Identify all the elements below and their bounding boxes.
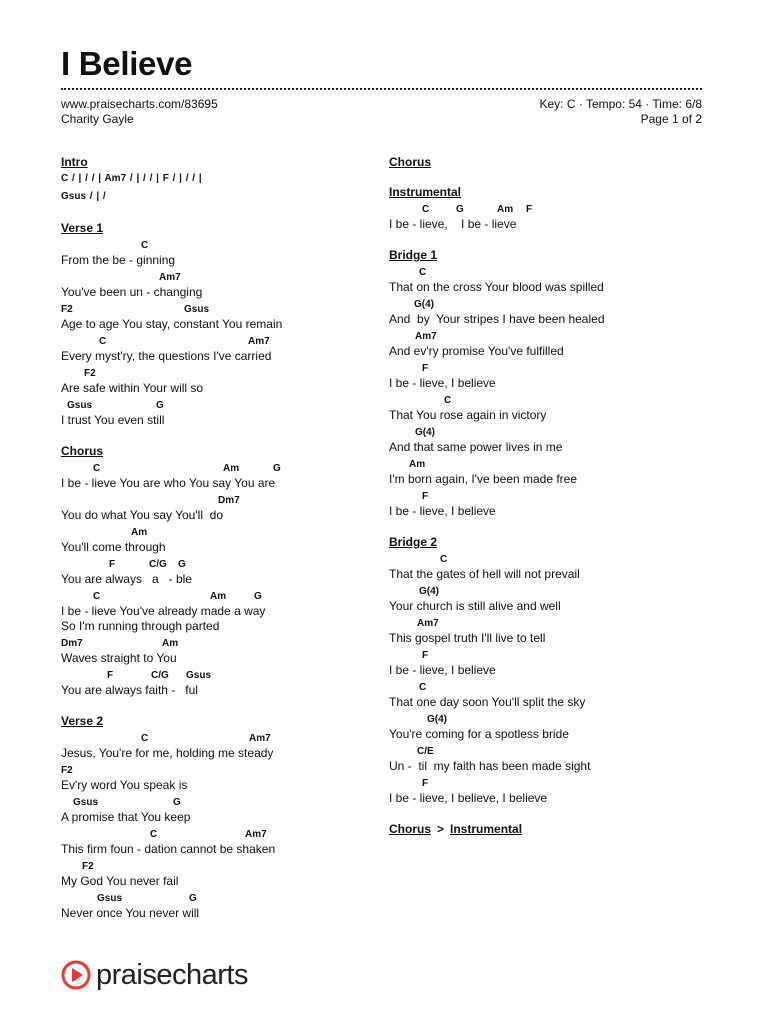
chord: C bbox=[440, 554, 448, 565]
section-heading: Bridge 2 bbox=[389, 535, 438, 549]
chord-row bbox=[389, 550, 719, 567]
lyric-line: This firm foun - dation cannot be shaken bbox=[61, 842, 276, 856]
lyric-line: That one day soon You'll split the sky bbox=[389, 695, 586, 709]
praisecharts-logo[interactable] bbox=[61, 958, 248, 992]
chord: G bbox=[173, 797, 181, 808]
chord-row bbox=[389, 263, 719, 280]
source-url[interactable]: www.praisecharts.com/83695 bbox=[61, 97, 218, 111]
section-intro bbox=[61, 155, 361, 205]
chord-row bbox=[389, 327, 719, 344]
chord: C bbox=[93, 463, 101, 474]
section-heading: Bridge 1 bbox=[389, 248, 438, 262]
chord: F2 bbox=[82, 861, 94, 872]
chord: Gsus bbox=[67, 400, 93, 411]
lyric-line: My God You never fail bbox=[61, 874, 179, 888]
chord-row bbox=[61, 825, 361, 842]
section-heading: Verse 2 bbox=[61, 714, 104, 728]
chord-row bbox=[61, 300, 361, 317]
sequence-instrumental: Instrumental bbox=[450, 822, 523, 836]
chord: C bbox=[419, 682, 427, 693]
chord: C bbox=[419, 267, 427, 278]
lyric-line: And by Your stripes I have been healed bbox=[389, 312, 605, 326]
lyric-line: Ev'ry word You speak is bbox=[61, 778, 188, 792]
chord: F bbox=[422, 363, 429, 374]
lyric-line: I trust You even still bbox=[61, 413, 165, 427]
lyric-line: Age to age You stay, constant You remain bbox=[61, 317, 283, 331]
section-heading: Intro bbox=[61, 155, 88, 169]
chord: C bbox=[150, 829, 158, 840]
lyric-line: You do what You say You'll do bbox=[61, 508, 223, 522]
lyric-line: And ev'ry promise You've fulfilled bbox=[389, 344, 564, 358]
section-heading: Verse 1 bbox=[61, 221, 104, 235]
section-heading: Instrumental bbox=[389, 185, 462, 199]
play-icon bbox=[61, 960, 91, 990]
chord: F2 bbox=[61, 304, 73, 315]
chord-row bbox=[61, 459, 361, 476]
lyric-line: I be - lieve, I be - lieve bbox=[389, 217, 517, 231]
chord: G bbox=[189, 893, 197, 904]
chord-row bbox=[61, 491, 361, 508]
lyric-line: That on the cross Your blood was spilled bbox=[389, 280, 604, 294]
sequence-chorus: Chorus bbox=[389, 822, 431, 836]
lyric-line: Un - til my faith has been made sight bbox=[389, 759, 591, 773]
chord-row bbox=[389, 391, 719, 408]
chord: G bbox=[254, 591, 262, 602]
chord: Gsus bbox=[184, 304, 210, 315]
chord-row bbox=[389, 200, 719, 217]
chord: C/G bbox=[149, 559, 167, 570]
lyric-line: I be - lieve You are who You say You are bbox=[61, 476, 276, 490]
sequence-arrow: > bbox=[437, 822, 445, 836]
song-section bbox=[389, 248, 719, 519]
chord: Am7 bbox=[417, 618, 439, 629]
lyric-line: Jesus, You're for me, holding me steady bbox=[61, 746, 274, 760]
chord-row bbox=[61, 555, 361, 572]
lyric-line: Waves straight to You bbox=[61, 651, 177, 665]
dotted-divider bbox=[61, 88, 702, 90]
chord: Dm7 bbox=[61, 638, 83, 649]
chord: Gsus bbox=[186, 670, 212, 681]
chord: C bbox=[93, 591, 101, 602]
chord-row bbox=[61, 523, 361, 540]
chord-row bbox=[389, 487, 719, 504]
intro-chord-sequence-2: Gsus / | / bbox=[61, 191, 106, 202]
chord-row bbox=[389, 742, 719, 759]
lyric-line: This gospel truth I'll live to tell bbox=[389, 631, 546, 645]
chord-row bbox=[61, 364, 361, 381]
lyric-line: I be - lieve, I believe, I believe bbox=[389, 791, 548, 805]
chord: Am bbox=[409, 459, 426, 470]
chord: Gsus bbox=[97, 893, 123, 904]
chord: F bbox=[422, 778, 429, 789]
chord: G bbox=[156, 400, 164, 411]
chord: Am bbox=[131, 527, 148, 538]
chord-row bbox=[389, 582, 719, 599]
chord-row bbox=[61, 236, 361, 253]
lyric-line: You are always faith - ful bbox=[61, 683, 198, 697]
chord: G bbox=[178, 559, 186, 570]
chord: F2 bbox=[61, 765, 73, 776]
ending-sequence bbox=[389, 822, 719, 836]
chord: Gsus bbox=[73, 797, 99, 808]
lyric-line: Every myst'ry, the questions I've carried bbox=[61, 349, 272, 363]
lyric-line: Never once You never will bbox=[61, 906, 200, 920]
chord: Am7 bbox=[415, 331, 437, 342]
chord-row bbox=[61, 396, 361, 413]
chord: Am7 bbox=[249, 733, 271, 744]
chord: G(4) bbox=[414, 299, 434, 310]
chord-row bbox=[61, 761, 361, 778]
chord: Am bbox=[162, 638, 179, 649]
chord: C bbox=[99, 336, 107, 347]
section-heading: Chorus bbox=[61, 444, 103, 458]
chord: Dm7 bbox=[218, 495, 240, 506]
song-section bbox=[61, 714, 361, 921]
lyric-line: I be - lieve You've already made a way bbox=[61, 604, 266, 618]
chord: C bbox=[422, 204, 430, 215]
chord-row bbox=[389, 710, 719, 727]
logo-wordmark: praisecharts bbox=[96, 959, 248, 991]
section-heading: Chorus bbox=[389, 155, 431, 169]
chord-row bbox=[389, 423, 719, 440]
chord: G(4) bbox=[415, 427, 435, 438]
chord: G bbox=[456, 204, 464, 215]
chord-row bbox=[61, 857, 361, 874]
lyric-line: And that same power lives in me bbox=[389, 440, 563, 454]
chord-row bbox=[389, 614, 719, 631]
lyric-line: Are safe within Your will so bbox=[61, 381, 204, 395]
song-section bbox=[61, 221, 361, 428]
chord: C/E bbox=[417, 746, 434, 757]
chord: Am bbox=[223, 463, 240, 474]
chord-row bbox=[61, 332, 361, 349]
lyric-line: So I'm running through parted bbox=[61, 619, 220, 633]
lyric-line: I'm born again, I've been made free bbox=[389, 472, 578, 486]
chord: C bbox=[444, 395, 452, 406]
song-section bbox=[389, 535, 719, 806]
lyric-line: You're coming for a spotless bride bbox=[389, 727, 569, 741]
chord: G bbox=[273, 463, 281, 474]
chord-row bbox=[389, 774, 719, 791]
chord: C bbox=[141, 733, 149, 744]
lyric-line: Your church is still alive and well bbox=[389, 599, 561, 613]
chord-row bbox=[389, 678, 719, 695]
lyric-line: I be - lieve, I believe bbox=[389, 663, 496, 677]
chord-row bbox=[61, 268, 361, 285]
key-tempo-time: Key: C · Tempo: 54 · Time: 6/8 bbox=[539, 97, 702, 111]
lyric-line: You've been un - changing bbox=[61, 285, 203, 299]
lyric-line: That the gates of hell will not prevail bbox=[389, 567, 580, 581]
chord: F bbox=[422, 650, 429, 661]
chord: F2 bbox=[84, 368, 96, 379]
chord-row bbox=[61, 587, 361, 604]
chord: Am7 bbox=[245, 829, 267, 840]
chord-row bbox=[61, 666, 361, 683]
chord: F bbox=[526, 204, 533, 215]
lyric-line: A promise that You keep bbox=[61, 810, 191, 824]
chord: G(4) bbox=[427, 714, 447, 725]
chord-row bbox=[61, 889, 361, 906]
lyric-line: From the be - ginning bbox=[61, 253, 176, 267]
right-column bbox=[389, 155, 719, 836]
chord-row bbox=[61, 634, 361, 651]
lyric-line: You'll come through bbox=[61, 540, 166, 554]
right-sections bbox=[389, 155, 719, 806]
chord-row bbox=[389, 295, 719, 312]
chord: Am bbox=[497, 204, 514, 215]
chord: Am7 bbox=[159, 272, 181, 283]
chord-row bbox=[389, 646, 719, 663]
chord-row bbox=[389, 455, 719, 472]
chord: F bbox=[107, 670, 114, 681]
lyric-line: I be - lieve, I believe bbox=[389, 376, 496, 390]
chord-row bbox=[61, 729, 361, 746]
lyric-line: That You rose again in victory bbox=[389, 408, 547, 422]
left-column bbox=[61, 155, 361, 937]
song-title: I Believe bbox=[61, 45, 193, 82]
artist-name: Charity Gayle bbox=[61, 112, 134, 126]
lyric-line: You are always a - ble bbox=[61, 572, 192, 586]
left-sections bbox=[61, 221, 361, 921]
chord: G(4) bbox=[419, 586, 439, 597]
chord: C/G bbox=[151, 670, 169, 681]
chord-row bbox=[61, 793, 361, 810]
lyric-line: I be - lieve, I believe bbox=[389, 504, 496, 518]
song-section bbox=[389, 155, 719, 169]
song-section bbox=[389, 185, 719, 232]
chord: Am7 bbox=[248, 336, 270, 347]
chord: Am bbox=[210, 591, 227, 602]
song-section bbox=[61, 444, 361, 698]
page-number: Page 1 of 2 bbox=[640, 112, 702, 126]
intro-chord-sequence: C / | / / | Am7 / | / / | F / | / / | bbox=[61, 173, 202, 184]
chord: C bbox=[141, 240, 149, 251]
chord: F bbox=[109, 559, 116, 570]
chord-row bbox=[389, 359, 719, 376]
chord: F bbox=[422, 491, 429, 502]
